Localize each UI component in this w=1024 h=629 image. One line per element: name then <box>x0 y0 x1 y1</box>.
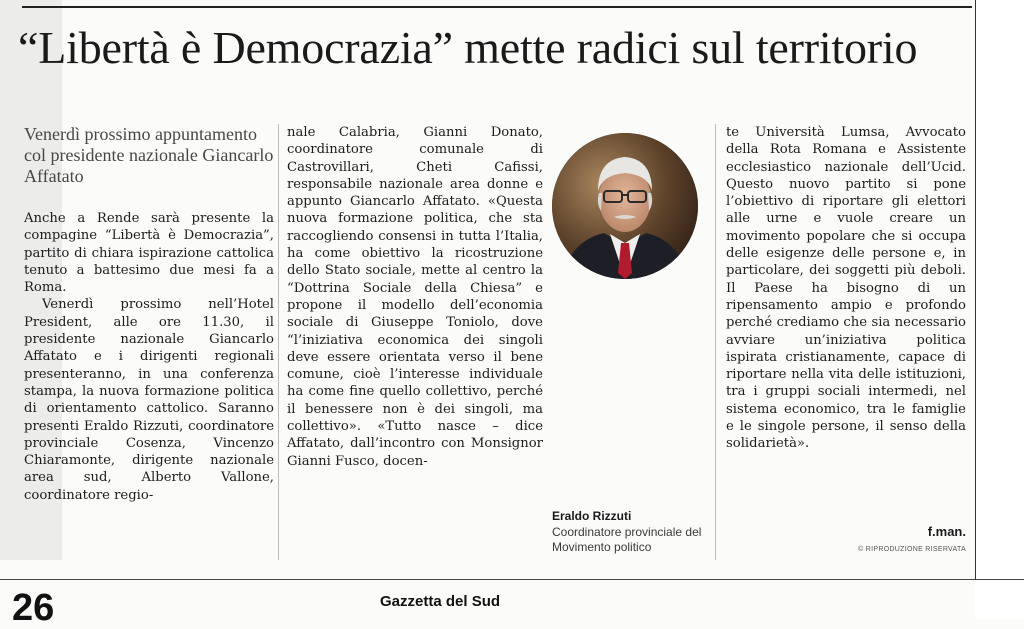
newspaper-name: Gazzetta del Sud <box>380 593 501 610</box>
paragraph: te Università Lumsa, Avvocato della Rota Romana e Assistente ecclesiastico nazionale dell’Ucid. Questo nuovo partito si pone l’obiettivo di riportare gli elettori alle urne e vuole creare un movimento popolare che si occupa delle esigenze delle persone e, in particolare, dei soggetti più deboli. Il Paese ha bisogno di un ripensamento ampio e profondo perché crediamo che sia necessario avviare un’iniziativa politica ispirata cristianamente, capace di riportare nella vita delle istituzioni, tra i gruppi sociali intermedi, nel sistema economico, tra le famiglie e le singole persone, il senso della solidarietà». <box>726 125 966 452</box>
subheadline: Venerdì prossimo appuntamento col presidente nazionale Giancarlo Affatato <box>24 124 274 186</box>
top-rule <box>22 6 972 8</box>
page-border <box>975 0 976 580</box>
copyright-notice: © RIPRODUZIONE RISERVATA <box>858 546 966 553</box>
headline: “Libertà è Democrazia” mette radici sul territorio <box>18 22 918 73</box>
portrait-image <box>552 133 698 279</box>
column-divider <box>278 124 279 560</box>
footer-rule <box>0 579 1024 580</box>
author-signature: f.man. <box>927 524 966 539</box>
page-margin <box>975 0 1024 619</box>
page-number: 26 <box>12 587 55 629</box>
paragraph: Anche a Rende sarà presente la compagine “Libertà è Democrazia”, partito di chiara ispirazione cattolica tenuto a battesimo due mesi fa a Roma. <box>24 211 274 296</box>
article-column-1 <box>24 210 274 504</box>
article-column-4 <box>726 124 966 453</box>
paragraph: nale Calabria, Gianni Donato, coordinatore comunale di Castrovillari, Cheti Cafissi, responsabile nazionale area donne e appunto Giancarlo Affatato. «Questa nuova formazione politica, che sta raccogliendo consensi in tutta l’Italia, ha come obiettivo la ricostruzione dello Stato sociale, mette al centro la “Dottrina Sociale della Chiesa” e propone il modello dell’economia sociale di Giuseppe Toniolo, dove “l’iniziativa economica dei singoli deve essere orientata verso il bene comune, cioè l’interesse individuale ha come fine quello collettivo, perché il benessere non è dei singoli, ma collettivo». «Tutto nasce – dice Affatato, dall’incontro con Monsignor Gianni Fusco, docen- <box>287 125 543 469</box>
column-divider <box>715 124 716 560</box>
portrait-photo <box>552 133 698 279</box>
article-column-2 <box>287 124 543 470</box>
photo-caption-role: Coordinatore provinciale del Movimento politico <box>552 525 702 554</box>
photo-caption-name: Eraldo Rizzuti <box>552 509 632 523</box>
paragraph: Venerdì prossimo nell’Hotel President, alle ore 11.30, il presidente nazionale Giancarlo Affatato e i dirigenti regionali presenteranno, in una conferenza stampa, la nuova formazione politica di orientamento cattolico. Saranno presenti Eraldo Rizzuti, coordinatore provinciale Cosenza, Vincenzo Chiaramonte, dirigente nazionale area sud, Alberto Vallone, coordinatore regio- <box>24 297 274 503</box>
